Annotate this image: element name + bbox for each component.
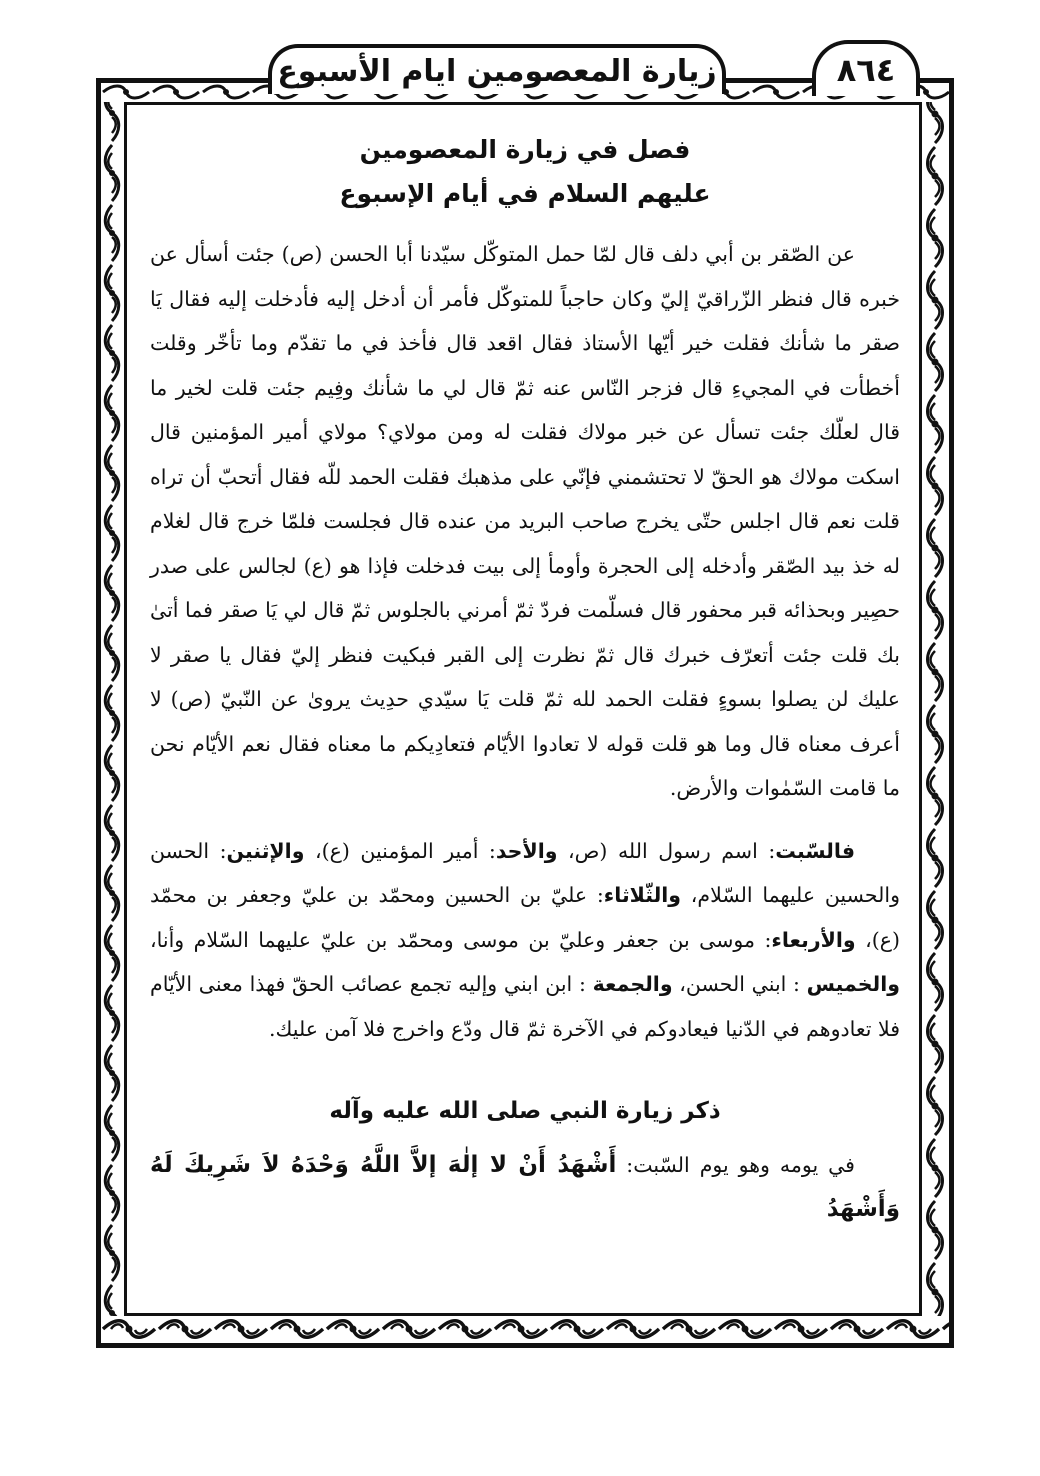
day-keyword: فالسّبت bbox=[775, 838, 855, 863]
ziyarah-dua-text: أَشْهَدُ أَنْ لا إلٰهَ إلاَّ اللَّهُ وَحْدَهُ لاَ شَرِيكَ لَهُ وَأَشْهَدُ bbox=[150, 1152, 900, 1222]
ziyarah-intro-text: في يومه وهو يوم السّبت: bbox=[616, 1153, 855, 1177]
subsection-title: ذكر زيارة النبي صلى الله عليه وآله bbox=[329, 1098, 721, 1124]
page-number: ٨٦٤ bbox=[836, 51, 896, 89]
day-text: : عليّ بن الحسين ومحمّد بن عليّ وجعفر بن محمّد (ع)، bbox=[150, 883, 900, 952]
page-number-tab bbox=[812, 40, 920, 96]
day-text: : أمير المؤمنين (ع)، bbox=[304, 838, 496, 863]
ornament-border-left bbox=[101, 83, 124, 1343]
running-title: زيارة المعصومين ايام الأسبوع bbox=[277, 53, 717, 89]
paragraph-narration: عن الصّقر بن أبي دلف قال لمّا حمل المتوكّل سيّدنا أبا الحسن (ص) جئت أسأل عن خبره قال فنظر الزّراقيّ إليّ وكان حاجباً للمتوكّل فأمر أن أدخل إليه فأدخلت إليه فقال يَا صقر ما شأنك فقلت خير أيّها الأستاذ فقال اقعد قال فأخذ في ما تقدّم وما تأخّر وقلت أخطأت في المجيءِ قال فزجر النّاس عنه ثمّ قال لي ما شأنك وفِيم جئت قلت لخير ما قال لعلّك جئت تسأل عن خبر مولاك فقلت له ومن مولاي؟ مولاي أمير المؤمنين قال اسكت مولاك هو الحقّ لا تحتشمني فإنّي على مذهبك فقلت الحمد للّه فقال أتحبّ أن تراه قلت نعم قال اجلس حتّى يخرج صاحب البريد من عنده قال فجلست فلمّا خرج قال لغلام له خذ بيد الصّقر وأدخله إلى الحجرة وأومأ إلى بيت فدخلت فإذا هو (ع) لجالس على صدر حصِير وبحذائه قبر محفور قال فسلّمت فردّ ثمّ أمرني بالجلوس ثمّ قال لي يَا صقر فما أتىٰ بك قلت جئت أتعرّف خبرك قال ثمّ نظرت إلى القبر فبكيت فنظر إليّ فقال يا صقر لا عليك لن يصلوا بسوءٍ فقلت الحمد لله ثمّ قلت يَا سيّدي حدِيث يروىٰ عن النّبيّ (ص) لا أعرف معناه قال وما هو قلت قوله لا تعادوا الأيّام فتعادِيكم ما معناه فقال نعم الأيّام نحن ما قامت السّمٰوات والأرض. bbox=[150, 242, 900, 800]
day-text: : اسم رسول الله (ص، bbox=[557, 838, 776, 863]
ornament-border-right bbox=[922, 83, 949, 1343]
day-keyword: والأحد bbox=[495, 838, 558, 863]
day-text: : ابني الحسن، bbox=[672, 972, 807, 996]
ornament-border-bottom bbox=[101, 1316, 949, 1343]
day-keyword: والجمعة bbox=[592, 972, 673, 996]
day-keyword: والأربعاء bbox=[771, 927, 856, 952]
day-keyword: والإثنين bbox=[226, 838, 305, 863]
section-title-line1: فصل في زيارة المعصومين bbox=[359, 135, 691, 164]
day-text: : ابن ابني وإليه تجمع عصائب الحقّ فهذا معنى الأيّام فلا تعادوهم في الدّنيا فيعادوكم في الآخرة ثمّ قال ودّع واخرج فلا آمن عليك. bbox=[150, 972, 900, 1041]
paragraph-ziyarah-intro bbox=[150, 1143, 900, 1231]
day-text: : الحسن والحسين عليهما السّلام، bbox=[150, 838, 900, 907]
page-content bbox=[150, 128, 900, 1231]
day-keyword: والثّلاثاء bbox=[603, 883, 682, 907]
running-title-tab bbox=[268, 44, 726, 94]
day-text: : موسى بن جعفر وعليّ بن موسى ومحمّد بن عليّ عليهما السّلام وأنا، bbox=[150, 927, 772, 952]
paragraph-days-of-week bbox=[150, 829, 900, 1052]
section-title-line2: عليهم السلام في أيام الإسبوع bbox=[339, 179, 711, 208]
day-keyword: والخميس bbox=[806, 972, 900, 996]
